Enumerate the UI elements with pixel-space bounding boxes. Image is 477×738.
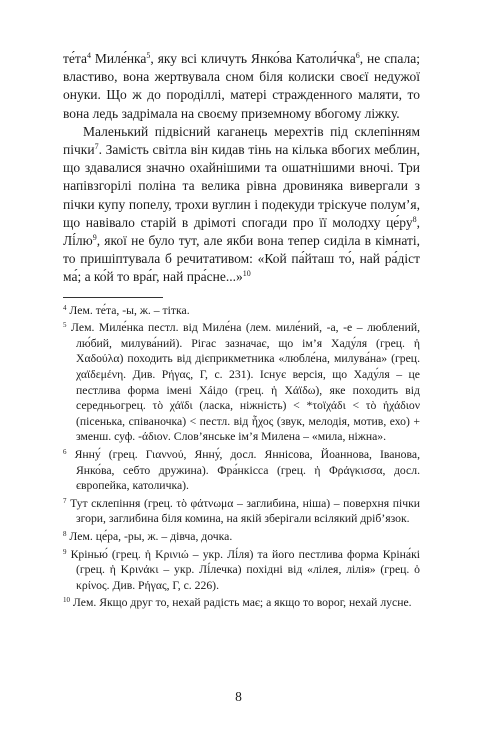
footnote-item bbox=[63, 595, 420, 611]
footnote-number: 4 bbox=[63, 303, 67, 312]
footnote-number: 6 bbox=[63, 447, 67, 456]
footnote-ref: 10 bbox=[242, 269, 251, 279]
text-run: Миле́нка bbox=[90, 51, 147, 66]
footnote-ref: 9 bbox=[92, 233, 97, 243]
footnote-text: Лем. Якщо друг то, нехай радість має; а якщо то ворог, нехай лусне. bbox=[72, 596, 412, 610]
footnote-number: 9 bbox=[63, 547, 67, 556]
page-content bbox=[63, 50, 420, 613]
text-run: . Замість світла він кидав тінь на кілька вбогих меблин, що здавалися значно охайнішими та ошатнішими вночі. Три напівзгорілі поліна та велика рівна дровиняка вивергали з пічки купу попелу, трохи вуглин і подекуди тріскуче полум’я, що навівало старій в дрімоті спогади про її молодху це́ру bbox=[63, 142, 420, 230]
footnote-item bbox=[63, 303, 420, 319]
text-run: Маленький підвісний каганець мерехтів під склепінням пічки bbox=[63, 123, 420, 158]
main-text bbox=[63, 50, 420, 287]
body-paragraph bbox=[63, 50, 420, 123]
footnote-text: Крінью́ (грец. ἡ Κρινιώ – укр. Лі́ля) та його пестлива форма Кріна́кі (грец. ἡ Κρινάκι – укр. Лі́лечка) похідні від «лілея, лілія» (грец. ὁ κρίνος. Див. Ρήγας, Γ, с. 226). bbox=[70, 547, 420, 592]
footnote-ref: 4 bbox=[86, 51, 91, 60]
footnote-text: Лем. те́та, -ы, ж. – тітка. bbox=[69, 303, 190, 317]
footnote-number: 8 bbox=[63, 529, 67, 538]
text-run: , Лі́лю bbox=[63, 214, 420, 249]
footnote-item bbox=[63, 547, 420, 594]
text-run: , якої не було тут, але якби вона тепер сиділа в кімнаті, то пришіптувала б речитативом: «Кой па́йташ то́, най ра́діст ма́; а ко́й то вра́г, най пра́сне...» bbox=[63, 233, 420, 285]
footnote-text: Тут склепіння (грец. τὸ φάτνωμα – заглибина, ніша) – поверхня пічки згори, заглибина біля комина, на якій зберігали всілякий дріб’язок. bbox=[70, 496, 421, 526]
footnote-text: Лем. Миле́нка пестл. від Миле́на (лем. миле́ний, -а, -е – люблений, лю́бий, милува́ний). Рігас зазначає, що ім’я Хаду́ля (грец. ἡ Χαδούλα) походить від дієприкметника «любле́на, милува́на» (грец. χαϊδεμένη. Див. Ρήγας, Γ, с. 231). Існує версія, що Хаду́ля – це пестлива форма імені Хáідо (грец. ἡ Χάϊδω), яке походить від середньогрец. τὸ χάϊδι (ласка, ніжність) < *τοϊχάδι < τὸ ἠχάδιον (пісенька, співаночка) < пестл. від ἦχος (звук, мелодія, мотив, ехо) + зменш. суф. -άδιον. Слов’янське ім’я Милена – «мила, ніжна». bbox=[71, 321, 420, 444]
footnote-ref: 5 bbox=[146, 51, 151, 60]
text-run: , не спала; властиво, вона жертвувала сном біля колиски своєї недужої онуки. Що ж до породіллі, матері стражденного маляти, то вона ледь задрімала на своєму приземному вбогому ліжку. bbox=[63, 51, 420, 121]
footnote-item bbox=[63, 320, 420, 445]
footnote-number: 7 bbox=[63, 496, 67, 505]
footnotes bbox=[63, 303, 420, 611]
footnote-ref: 6 bbox=[355, 51, 360, 60]
footnote-text: Янну́ (грец. Γιαννού, Янну́, досл. Яннісова, Йоаннова, Іванова, Янко́ва, себто дружина). Фра́нкісса (грец. ἡ Φράγκισσα, досл. європейка, католичка). bbox=[74, 447, 421, 493]
footnote-number: 5 bbox=[63, 321, 67, 330]
footnote-ref: 8 bbox=[412, 214, 417, 224]
footnote-text: Лем. це́ра, -ры, ж. – дівча, дочка. bbox=[69, 529, 233, 543]
page-number: 8 bbox=[235, 689, 242, 704]
text-run: те́та bbox=[63, 51, 87, 66]
footnote-item bbox=[63, 529, 420, 545]
footnote-number: 10 bbox=[63, 596, 70, 605]
footnote-item bbox=[63, 447, 420, 494]
body-paragraph bbox=[63, 123, 420, 287]
footnote-separator bbox=[63, 297, 163, 298]
footnote-item bbox=[63, 496, 420, 527]
text-run: , яку всі кличуть Янко́ва Католи́чка bbox=[150, 51, 356, 66]
footnote-ref: 7 bbox=[94, 142, 99, 152]
